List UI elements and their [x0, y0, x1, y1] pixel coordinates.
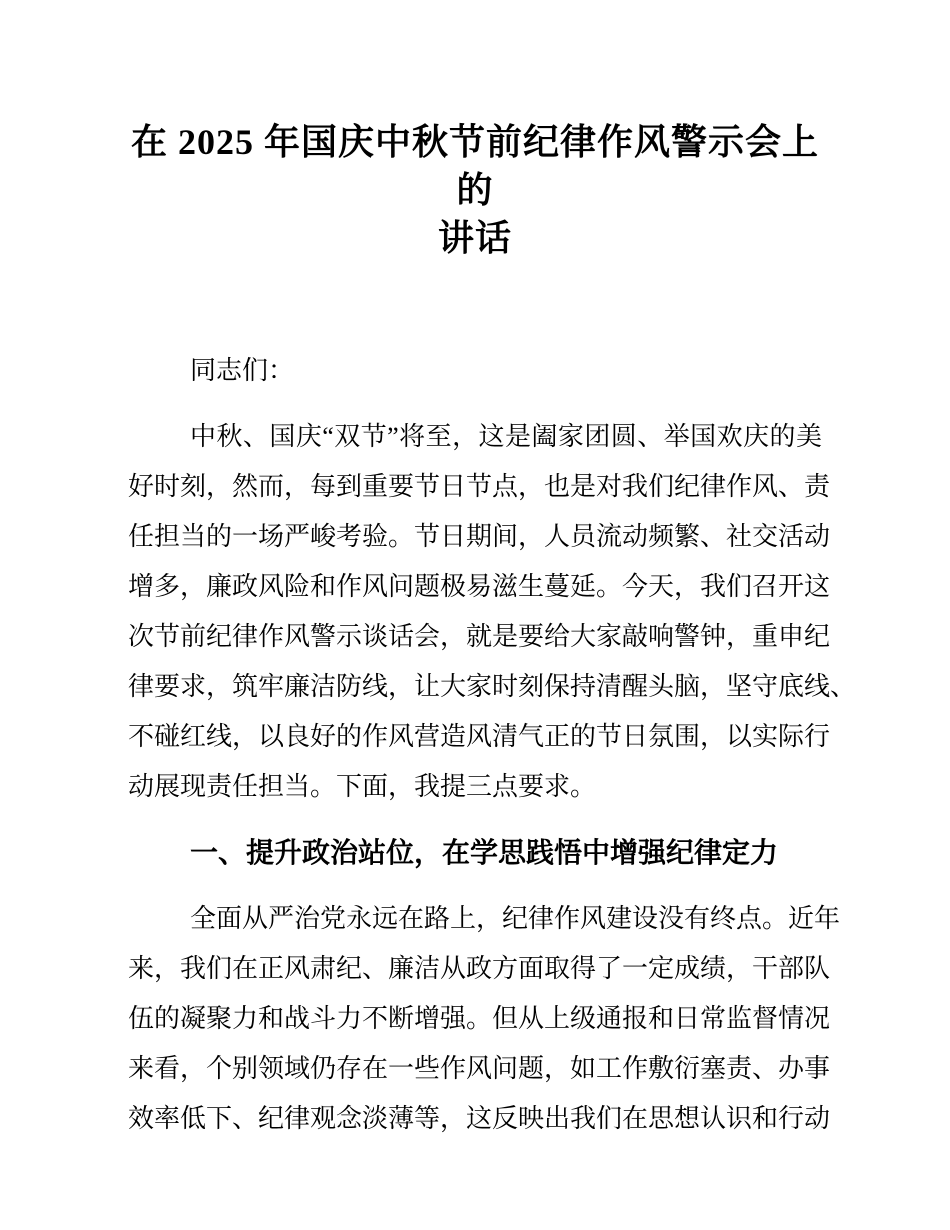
text-line: 伍的凝聚力和战斗力不断增强。但从上级通报和日常监督情况: [128, 1004, 831, 1033]
text-line: 来，我们在正风肃纪、廉洁从政方面取得了一定成绩，干部队: [128, 954, 831, 983]
document-title-line-1: 在 2025 年国庆中秋节前纪律作风警示会上的: [130, 122, 819, 210]
section-heading-1: 一、提升政治站位，在学思践悟中增强纪律定力: [190, 837, 779, 868]
text-line: 次节前纪律作风警示谈话会，就是要给大家敲响警钟，重申纪: [128, 622, 831, 651]
paragraph-2: [128, 894, 841, 1144]
text-line: 来看，个别领域仍存在一些作风问题，如工作敷衍塞责、办事: [128, 1054, 831, 1083]
salutation: 同志们：: [190, 356, 295, 385]
text-line: 律要求，筑牢廉洁防线，让大家时刻保持清醒头脑，坚守底线、: [128, 672, 857, 701]
text-line: 任担当的一场严峻考验。节日期间，人员流动频繁、社交活动: [128, 522, 831, 551]
text-line: 中秋、国庆“双节”将至，这是阖家团圆、举国欢庆的美: [190, 422, 822, 451]
text-line: 增多，廉政风险和作风问题极易滋生蔓延。今天，我们召开这: [128, 572, 831, 601]
text-line: 好时刻，然而，每到重要节日节点，也是对我们纪律作风、责: [128, 472, 831, 501]
document-title: [128, 118, 822, 262]
text-line: 效率低下、纪律观念淡薄等，这反映出我们在思想认识和行动: [128, 1104, 831, 1133]
salutation-paragraph: [128, 346, 822, 396]
text-line: 不碰红线，以良好的作风营造风清气正的节日氛围，以实际行: [128, 722, 831, 751]
text-line: 动展现责任担当。下面，我提三点要求。: [128, 772, 597, 801]
document-title-line-2: 讲话: [437, 218, 512, 258]
text-line: 全面从严治党永远在路上，纪律作风建设没有终点。近年: [190, 904, 841, 933]
paragraph-1: [128, 412, 857, 812]
